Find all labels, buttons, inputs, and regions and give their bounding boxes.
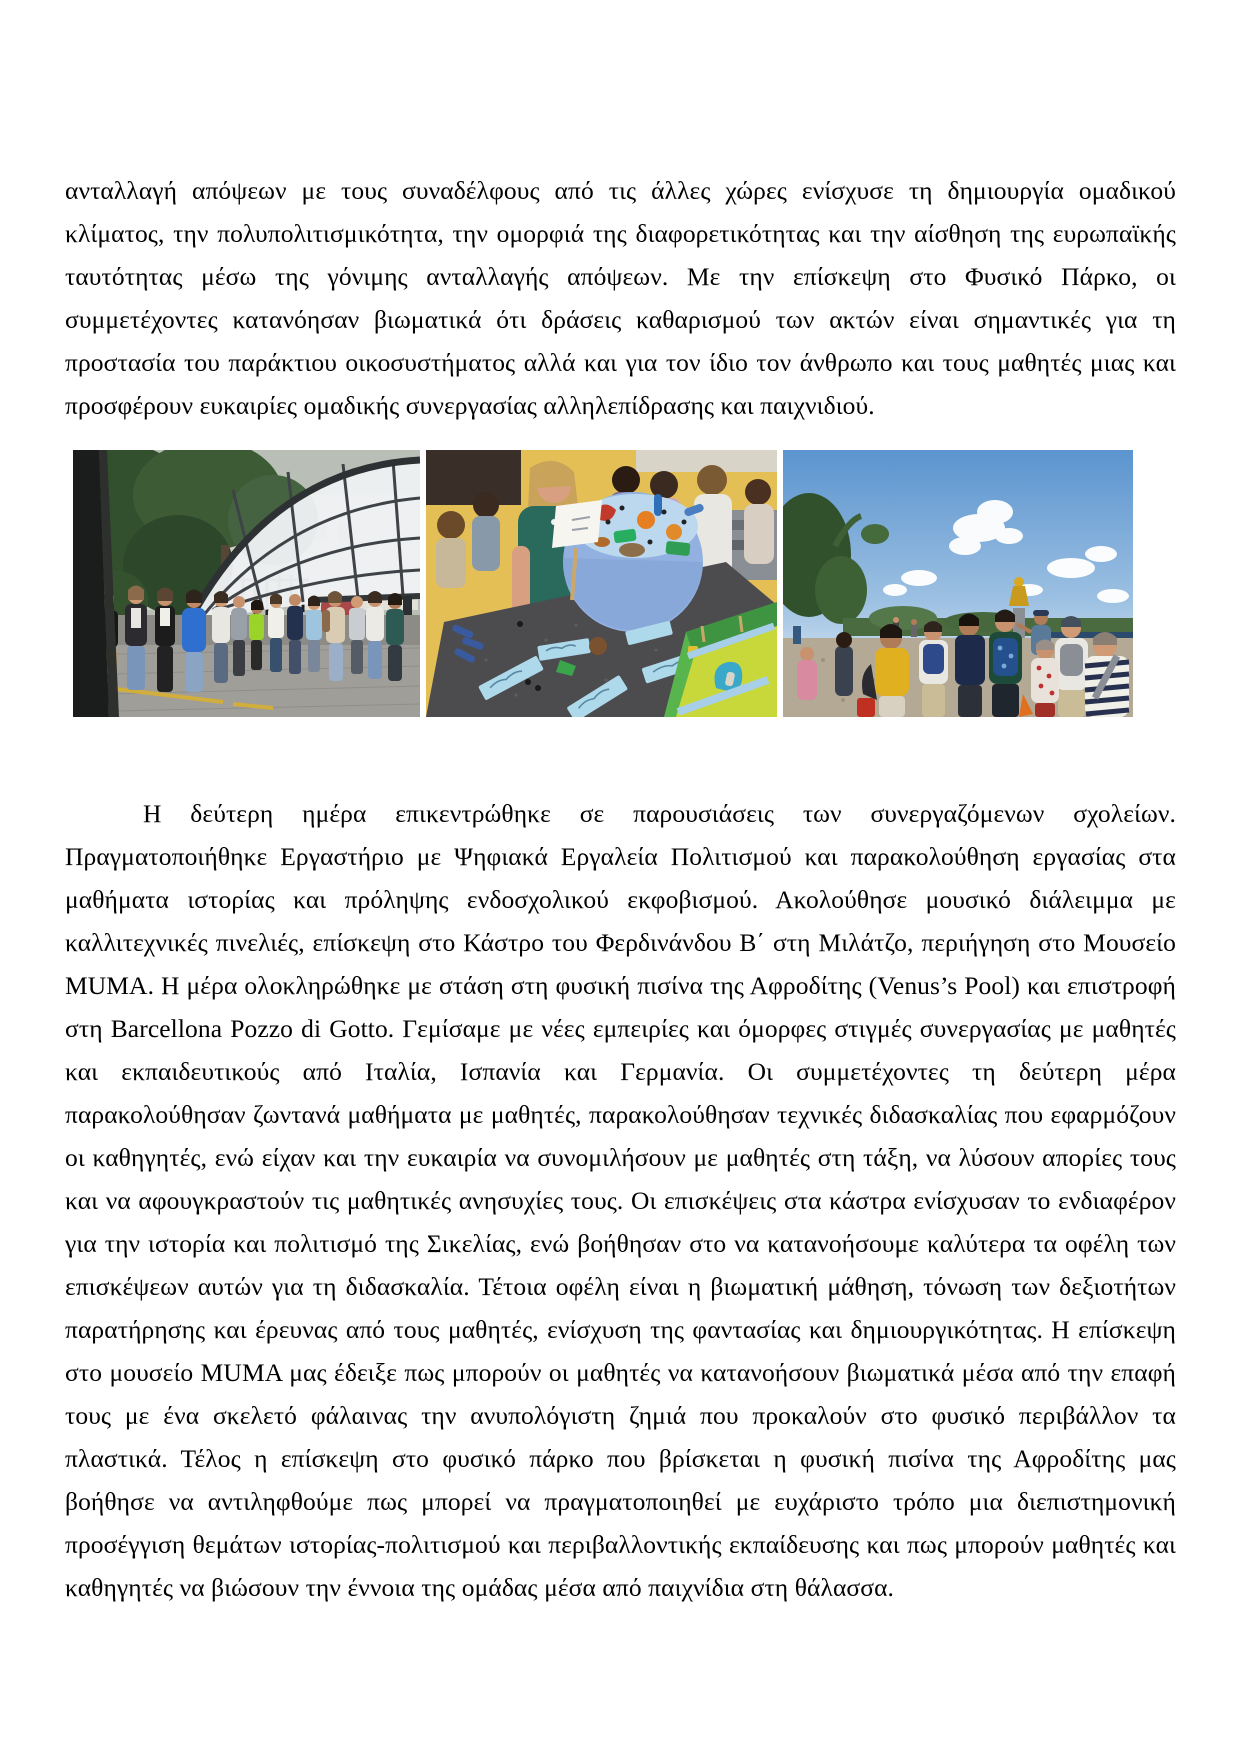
photo-cell-model-illustration [426, 450, 777, 717]
photo-cell-model [426, 450, 777, 717]
paragraph-second: Η δεύτερη ημέρα επικεντρώθηκε σε παρουσιάσεις των συνεργαζόμενων σχολείων. Πραγματοποιήθηκε Εργαστήριο με Ψηφιακά Εργαλεία Πολιτισμού και παρακολούθηση εργασίας στα μαθήματα ιστορίας και πρόληψης ενδοσχολικού εκφοβισμού. Ακολούθησε μουσικό διάλειμμα με καλλιτεχνικές πινελιές, επίσκεψη στο Κάστρο του Φερδινάνδου Β΄ στη Μιλάτζο, περιήγηση στο Μουσείο MUMA. Η μέρα ολοκληρώθηκε με στάση στη φυσική πισίνα της Αφροδίτης (Venus’s Pool) και επιστροφή στη Barcellona Pozzo di Gotto. Γεμίσαμε με νέες εμπειρίες και όμορφες στιγμές συνεργασίας με μαθητές και εκπαιδευτικούς από Ιταλία, Ισπανία και Γερμανία. Οι συμμετέχοντες τη δεύτερη μέρα παρακολούθησαν ζωντανά μαθήματα με μαθητές, παρακολούθησαν τεχνικές διδασκαλίας που εφαρμόζουν οι καθηγητές, ενώ είχαν και την ευκαιρία να συνομιλήσουν με μαθητές στη τάξη, να λύσουν απορίες τους και να αφουγκραστούν τις μαθητικές ανησυχίες τους. Οι επισκέψεις στα κάστρα ενίσχυσαν το ενδιαφέρον για την ιστορία και πολιτισμό της Σικελίας, ενώ βοήθησαν στο να κατανοήσουμε καλύτερα τα οφέλη των επισκέψεων αυτών για τη διδασκαλία. Τέτοια οφέλη είναι η βιωματική μάθηση, τόνωση των δεξιοτήτων παρατήρησης και έρευνας από τους μαθητές, ενίσχυση της φαντασίας και δημιουργικότητας. Η επίσκεψη στο μουσείο MUMA μας έδειξε πως μπορούν οι μαθητές να κατανοήσουν βιωματικά μέσα από την επαφή τους με ένα σκελετό φάλαινας την ανυπολόγιστη ζημιά που προκαλούν στο φυσικό περιβάλλον τα πλαστικά. Τέλος η επίσκεψη στο φυσικό πάρκο που βρίσκεται η φυσική πισίνα της Αφροδίτης μας βοήθησε να αντιληφθούμε πως μπορεί να πραγματοποιηθεί με ευχάριστο τρόπο μια διεπιστημονική προσέγγιση θεμάτων ιστορίας-πολιτισμού και περιβαλλοντικής εκπαίδευσης και πως μπορούν μαθητές και καθηγητές να βιώσουν την έννοια της ομάδας μέσα από παιχνίδια στη θάλασσα. [65, 798, 1176, 1602]
photo-courtyard-canopy-illustration [73, 450, 420, 717]
photo-seaside-walk [783, 450, 1133, 717]
paragraph-first: ανταλλαγή απόψεων με τους συναδέλφους από τις άλλες χώρες ενίσχυσε τη δημιουργία ομαδικού κλίματος, την πολυπολιτισμικότητα, την ομορφιά της διαφορετικότητας και την αίσθηση της ευρωπαϊκής ταυτότητας μέσω της γόνιμης ανταλλαγής απόψεων. Με την επίσκεψη στο Φυσικό Πάρκο, οι συμμετέχοντες κατανόησαν βιωματικά ότι δράσεις καθαρισμού των ακτών είναι σημαντικές για τη προστασία του παράκτιου οικοσυστήματος αλλά και για τον ίδιο τον άνθρωπο και τους μαθητές μιας και προσφέρουν ευκαιρίες ομαδικής συνεργασίας αλληλεπίδρασης και παιχνιδιού. [65, 175, 1176, 420]
photo-strip [73, 450, 1133, 717]
photo-courtyard-canopy [73, 450, 420, 717]
photo-seaside-walk-illustration [783, 450, 1133, 717]
